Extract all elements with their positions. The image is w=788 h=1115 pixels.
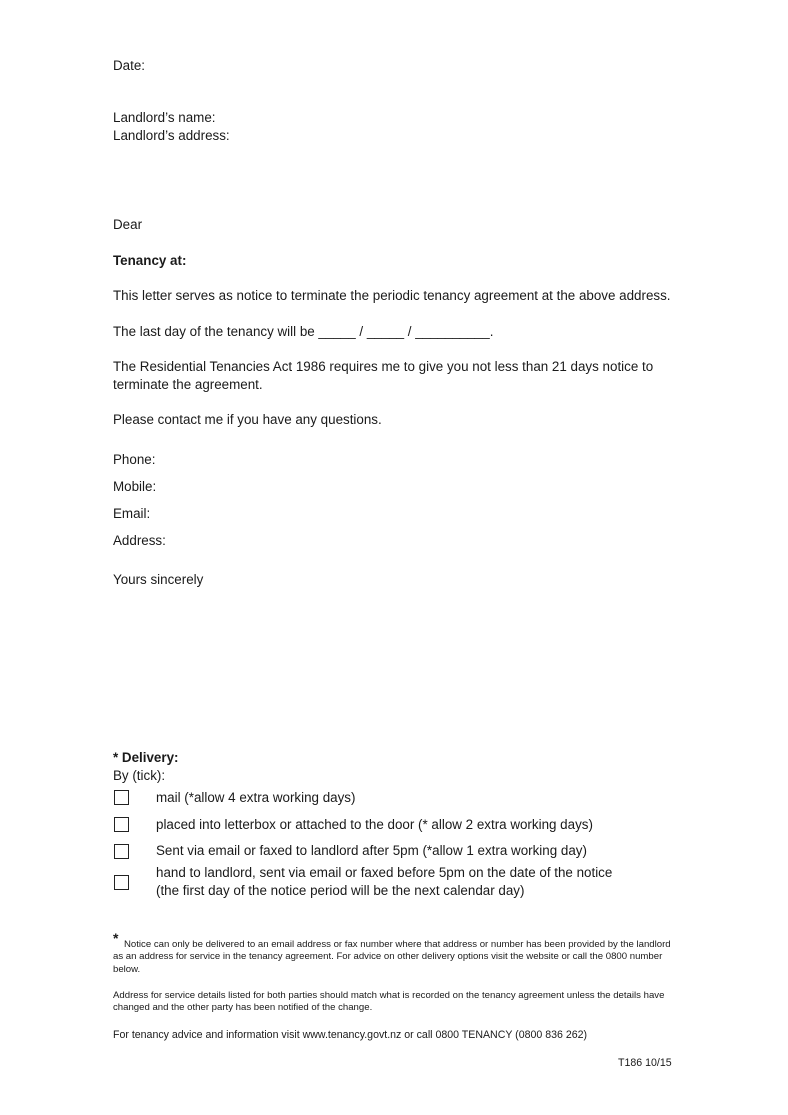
mobile-label: Mobile: (113, 479, 157, 494)
signoff: Yours sincerely (113, 572, 204, 587)
act-paragraph-line-1: The Residential Tenancies Act 1986 requires me to give you not less than 21 days notice to (113, 359, 654, 374)
landlord-name-label: Landlord’s name: (113, 110, 216, 125)
footnote-address-for-service: Address for service details listed for both parties should match what is recorded on the tenancy agreement unless the details have changed and the other party has been notified of the change. (113, 990, 665, 1014)
last-day-paragraph: The last day of the tenancy will be _____ / _____ / __________. (113, 324, 494, 339)
by-tick-label: By (tick): (113, 768, 166, 783)
address-label: Address: (113, 533, 166, 548)
checkbox-letterbox[interactable] (114, 817, 129, 832)
option-email-after-5pm-label: Sent via email or faxed to landlord after 5pm (*allow 1 extra working day) (156, 843, 587, 858)
form-code: T186 10/15 (618, 1057, 672, 1069)
tenancy-label: Tenancy at: (113, 253, 187, 268)
option-mail-label: mail (*allow 4 extra working days) (156, 790, 356, 805)
notice-paragraph: This letter serves as notice to terminate the periodic tenancy agreement at the above address. (113, 288, 671, 303)
delivery-heading: * Delivery: (113, 750, 179, 765)
act-paragraph-line-2: terminate the agreement. (113, 377, 263, 392)
option-hand-delivery-line-1: hand to landlord, sent via email or faxed before 5pm on the date of the notice (156, 865, 613, 880)
salutation: Dear (113, 217, 143, 232)
date-label: Date: (113, 58, 146, 73)
footnote-star: * (113, 930, 119, 946)
option-hand-delivery-line-2: (the first day of the notice period will be the next calendar day) (156, 883, 525, 898)
footnote-delivery: Notice can only be delivered to an email address or fax number where that address or number has been provided by the landlord as an address for service in the tenancy agreement. For advice on other delivery options visit the website or call the 0800 number below. (113, 939, 671, 975)
contact-paragraph: Please contact me if you have any questions. (113, 412, 382, 427)
tenancy-advice-line: For tenancy advice and information visit www.tenancy.govt.nz or call 0800 TENANCY (0800 836 262) (113, 1029, 588, 1041)
email-label: Email: (113, 506, 151, 521)
option-letterbox-label: placed into letterbox or attached to the door (* allow 2 extra working days) (156, 817, 593, 832)
landlord-address-label: Landlord’s address: (113, 128, 230, 143)
checkbox-mail[interactable] (114, 790, 129, 805)
checkbox-hand-delivery[interactable] (114, 875, 129, 890)
checkbox-email-after-5pm[interactable] (114, 844, 129, 859)
phone-label: Phone: (113, 452, 156, 467)
